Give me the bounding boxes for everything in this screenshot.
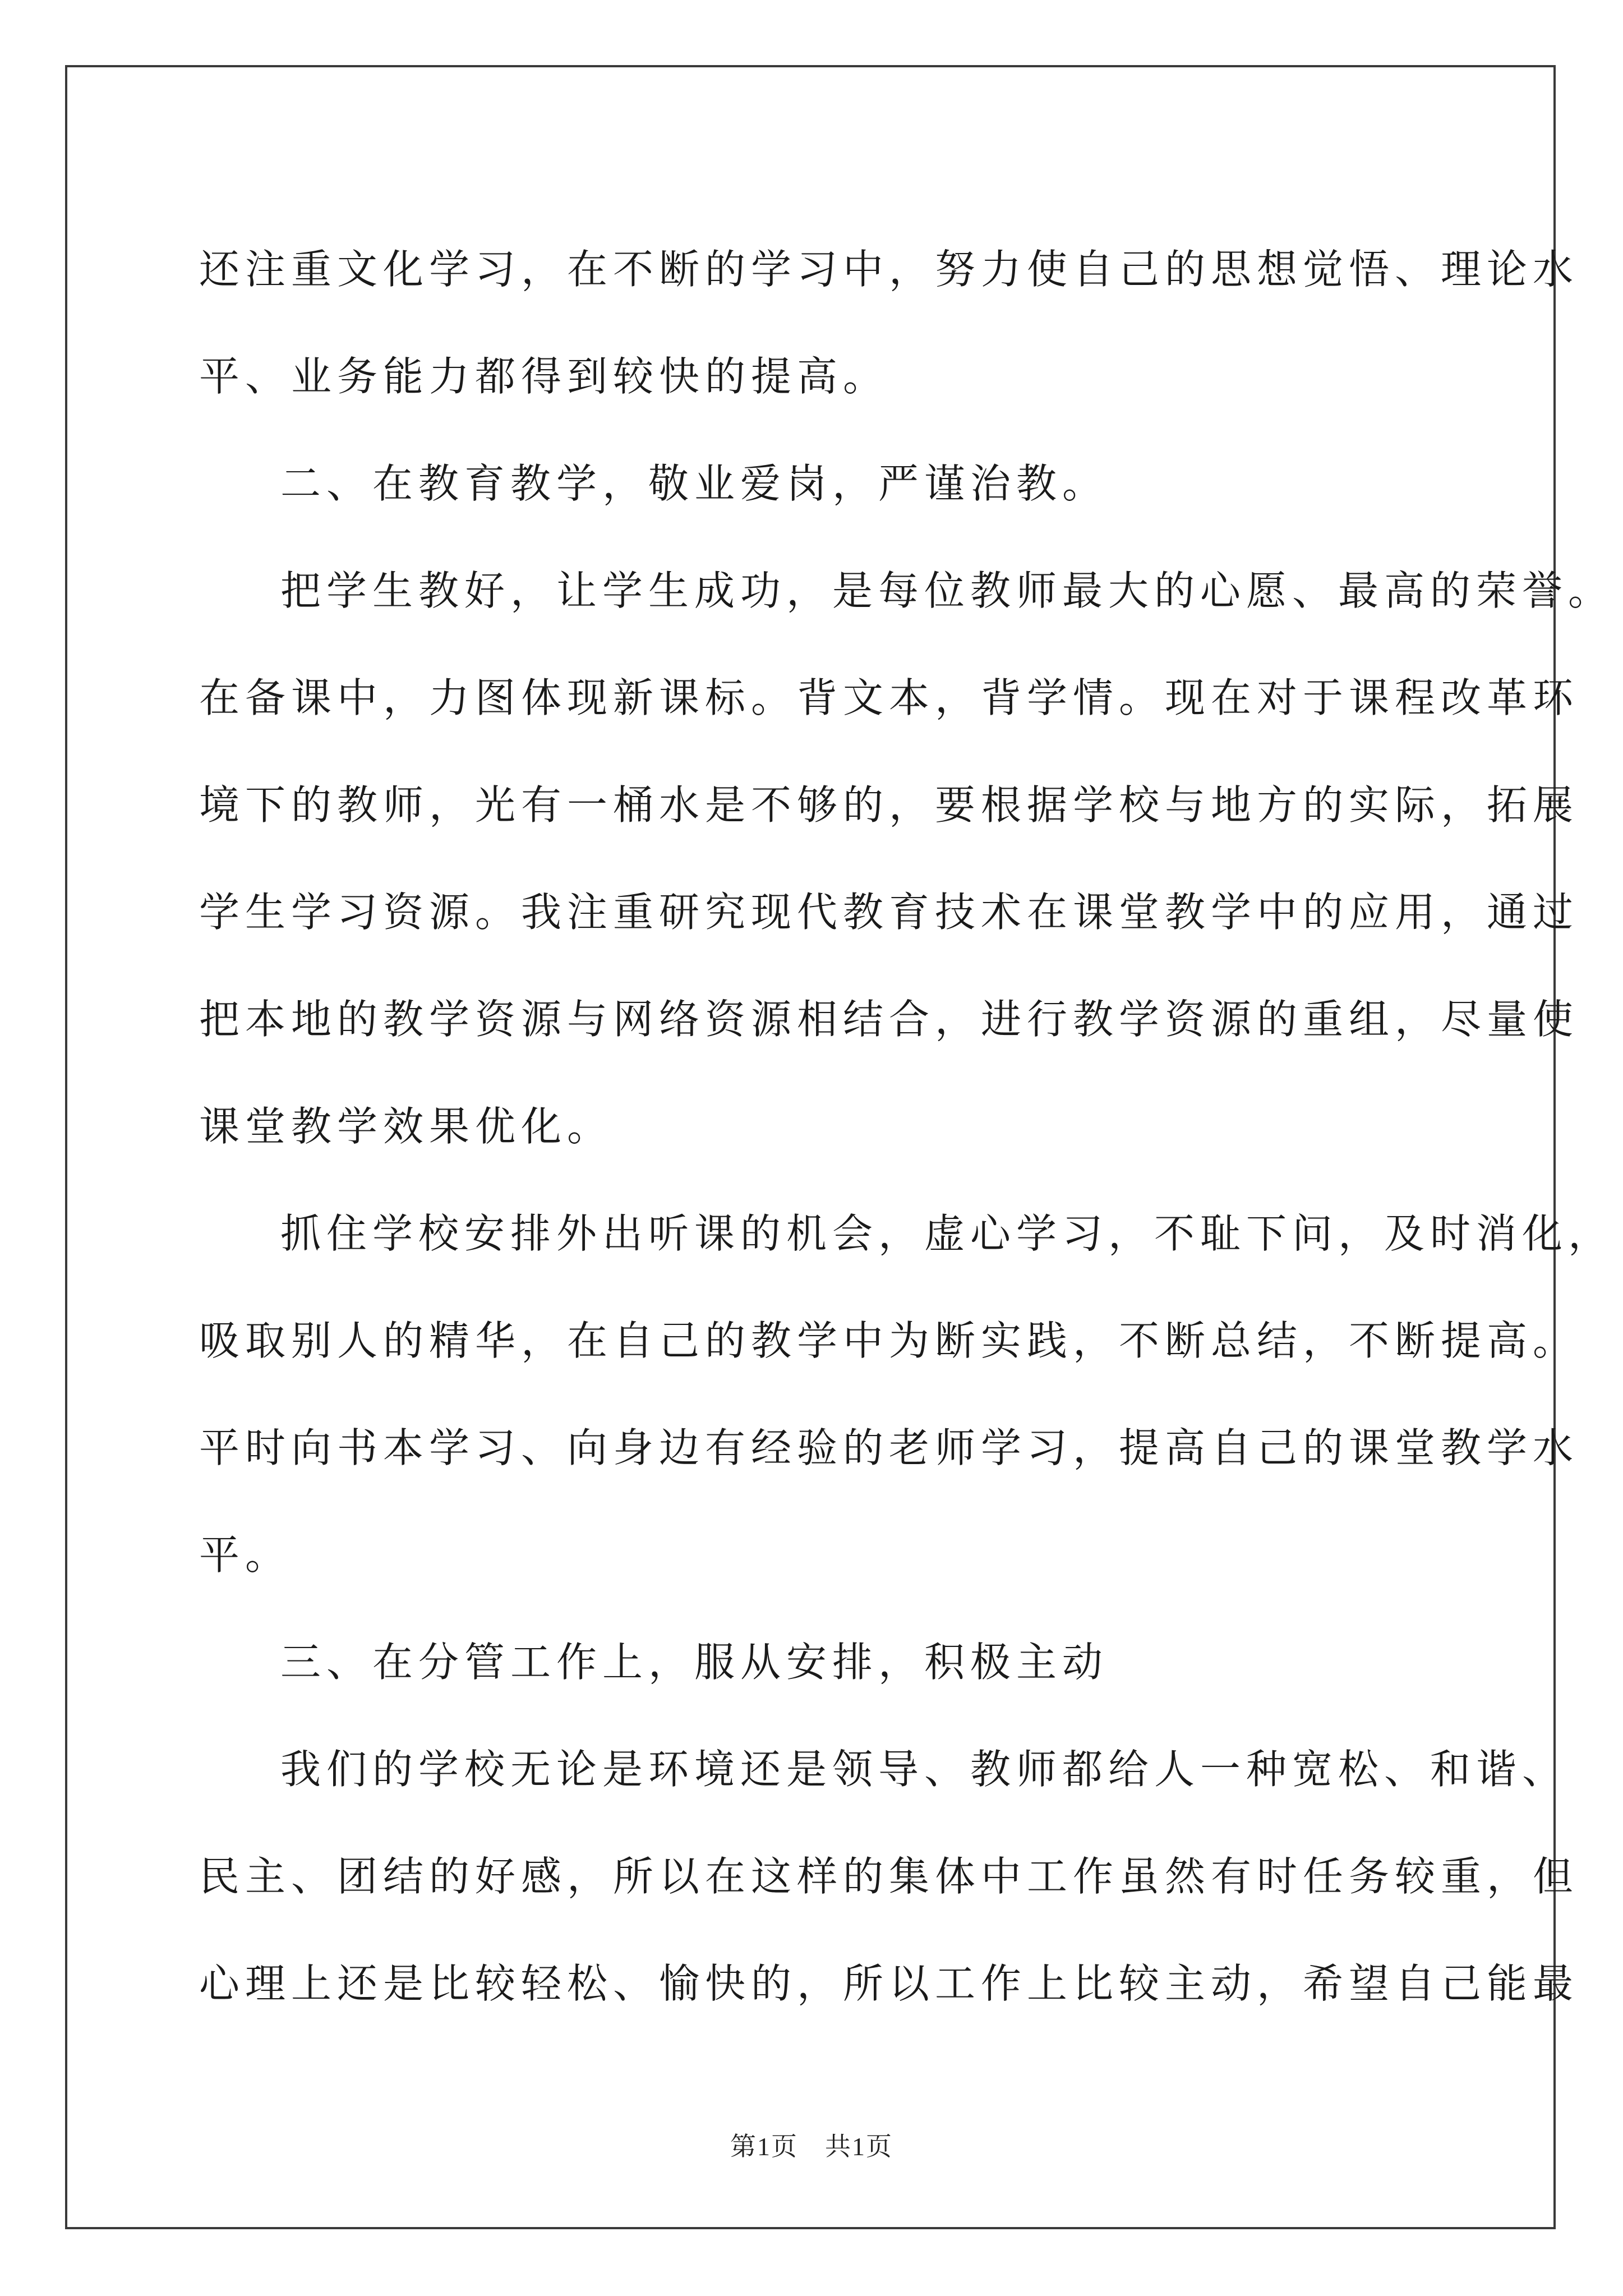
text-line-7: 学生学习资源。我注重研究现代教育技术在课堂教学中的应用，通过 [199,889,1579,936]
text-line-11: 吸取别人的精华，在自己的教学中为断实践，不断总结，不断提高。 [199,1317,1579,1364]
text-line-13: 平。 [199,1531,292,1579]
section-heading-2: 二、在教育教学，敬业爱岗，严谨治教。 [280,460,1109,507]
text-line-9: 课堂教学效果优化。 [199,1103,614,1150]
page-number-current: 第1页 [730,2132,798,2161]
text-line-8: 把本地的教学资源与网络资源相结合，进行教学资源的重组，尽量使 [199,996,1579,1043]
page-footer [0,2126,1623,2163]
text-line-6: 境下的教师，光有一桶水是不够的，要根据学校与地方的实际，拓展 [199,781,1579,829]
text-line-2: 平、业务能力都得到较快的提高。 [199,353,889,400]
document-body [199,216,1615,2037]
text-line-17: 心理上还是比较轻松、愉快的，所以工作上比较主动，希望自己能最 [199,1960,1579,2007]
text-line-10: 抓住学校安排外出听课的机会，虚心学习，不耻下问，及时消化， [280,1210,1615,1257]
text-line-16: 民主、团结的好感，所以在这样的集体中工作虽然有时任务较重，但 [199,1853,1579,1900]
text-line-5: 在备课中，力图体现新课标。背文本，背学情。现在对于课程改革环 [199,674,1579,721]
text-line-4: 把学生教好，让学生成功，是每位教师最大的心愿、最高的荣誉。 [280,567,1615,614]
text-line-12: 平时向书本学习、向身边有经验的老师学习，提高自己的课堂教学水 [199,1424,1579,1471]
text-line-15: 我们的学校无论是环境还是领导、教师都给人一种宽松、和谐、 [280,1746,1569,1793]
text-line-1: 还注重文化学习，在不断的学习中，努力使自己的思想觉悟、理论水 [199,246,1579,293]
page-number-total: 共1页 [825,2132,893,2161]
section-heading-3: 三、在分管工作上，服从安排，积极主动 [280,1639,1109,1686]
